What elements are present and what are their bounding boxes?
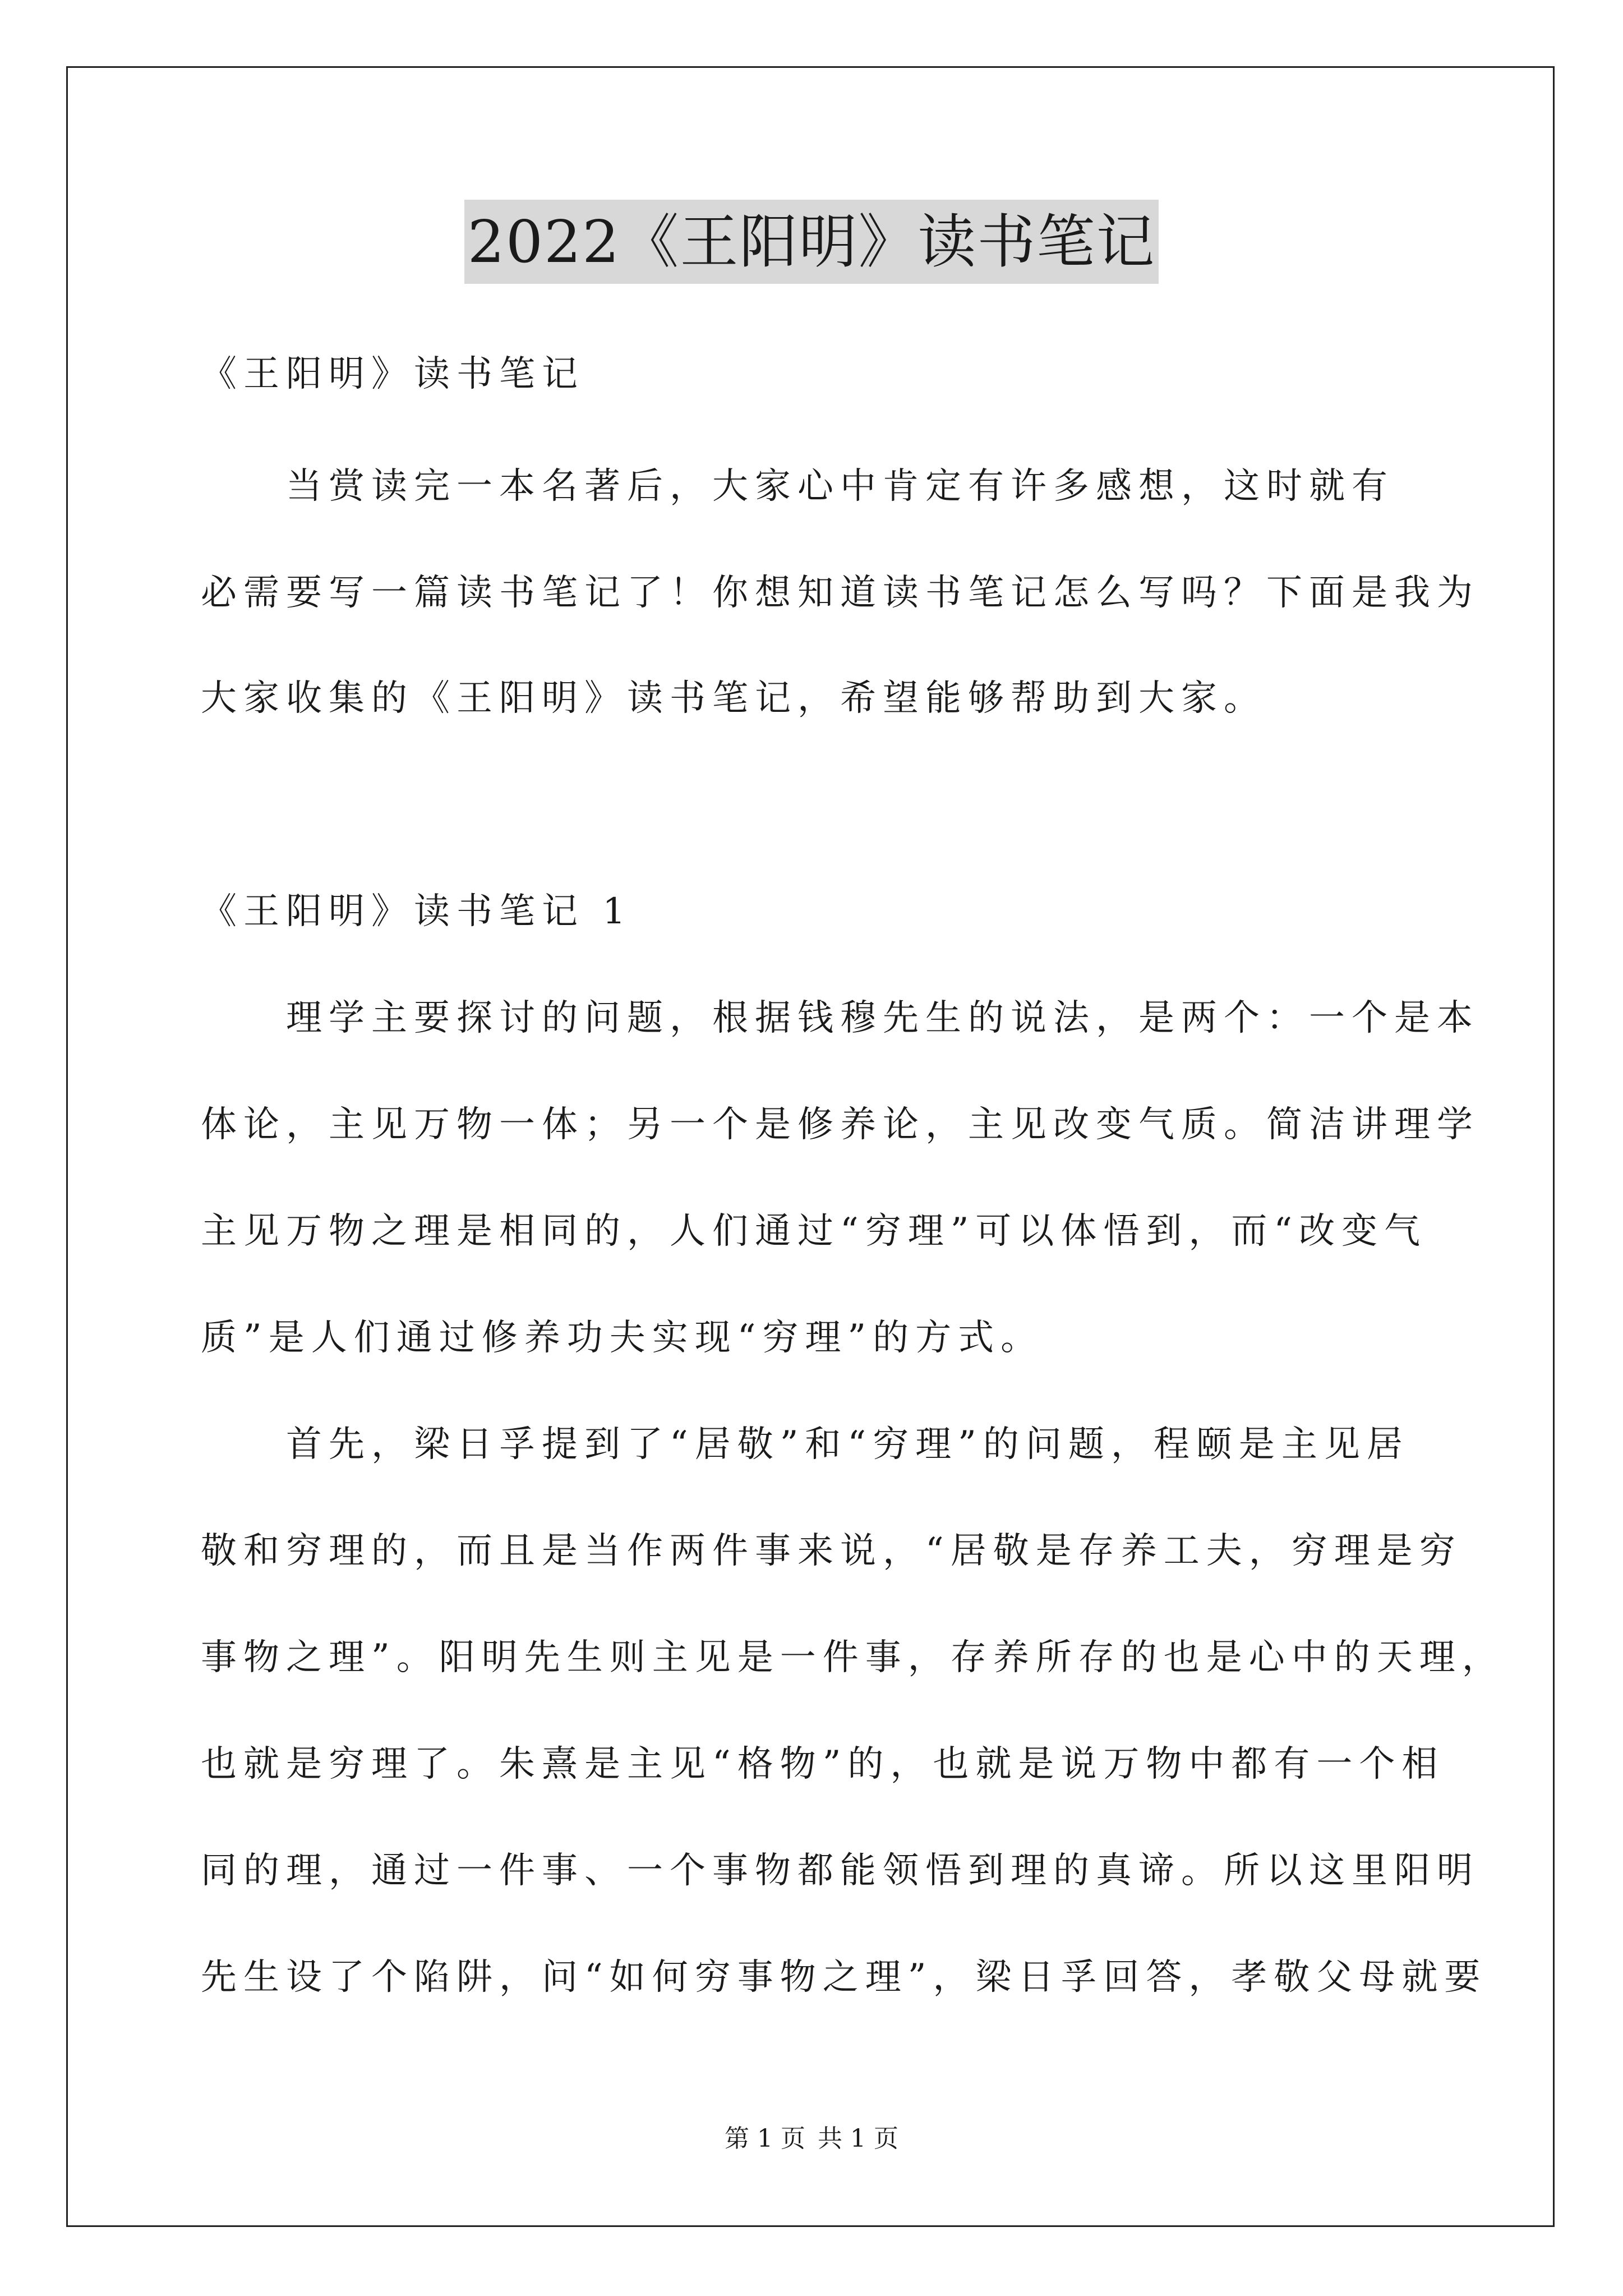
body-line-6: 敬和穷理的，而且是当作两件事来说，“居敬是存养工夫，穷理是穷 (201, 1530, 1462, 1572)
intro-line-3: 大家收集的《王阳明》读书笔记，希望能够帮助到大家。 (201, 678, 1266, 719)
body-line-7: 事物之理”。阳明先生则主见是一件事，存养所存的也是心中的天理， (201, 1637, 1505, 1678)
intro-line-2: 必需要写一篇读书笔记了！你想知道读书笔记怎么写吗？下面是我为 (201, 572, 1479, 614)
title-container (0, 200, 1623, 284)
body-line-3: 主见万物之理是相同的，人们通过“穷理”可以体悟到，而“改变气 (201, 1211, 1427, 1252)
body-line-8: 也就是穷理了。朱熹是主见“格物”的，也就是说万物中都有一个相 (201, 1743, 1445, 1785)
page-title: 2022《王阳明》读书笔记 (464, 200, 1159, 284)
body-line-9: 同的理，通过一件事、一个事物都能领悟到理的真谛。所以这里阳明 (201, 1850, 1479, 1892)
body-line-4: 质”是人们通过修养功夫实现“穷理”的方式。 (201, 1317, 1044, 1359)
body-line-2: 体论，主见万物一体；另一个是修养论，主见改变气质。简洁讲理学 (201, 1104, 1479, 1145)
page-footer (0, 2122, 1623, 2156)
page-total-label: 共 1 页 (818, 2124, 898, 2153)
body-line-5: 首先，梁日孚提到了“居敬”和“穷理”的问题，程颐是主见居 (201, 1424, 1409, 1465)
subtitle-line: 《王阳明》读书笔记 (201, 353, 584, 395)
body-line-1: 理学主要探讨的问题，根据钱穆先生的说法，是两个：一个是本 (201, 997, 1479, 1039)
section-heading-1: 《王阳明》读书笔记 1 (201, 891, 633, 932)
intro-line-1: 当赏读完一本名著后，大家心中肯定有许多感想，这时就有 (201, 466, 1394, 507)
page-number-label: 第 1 页 (725, 2124, 805, 2153)
body-line-10: 先生设了个陷阱，问“如何穷事物之理”，梁日孚回答，孝敬父母就要 (201, 1957, 1487, 1998)
